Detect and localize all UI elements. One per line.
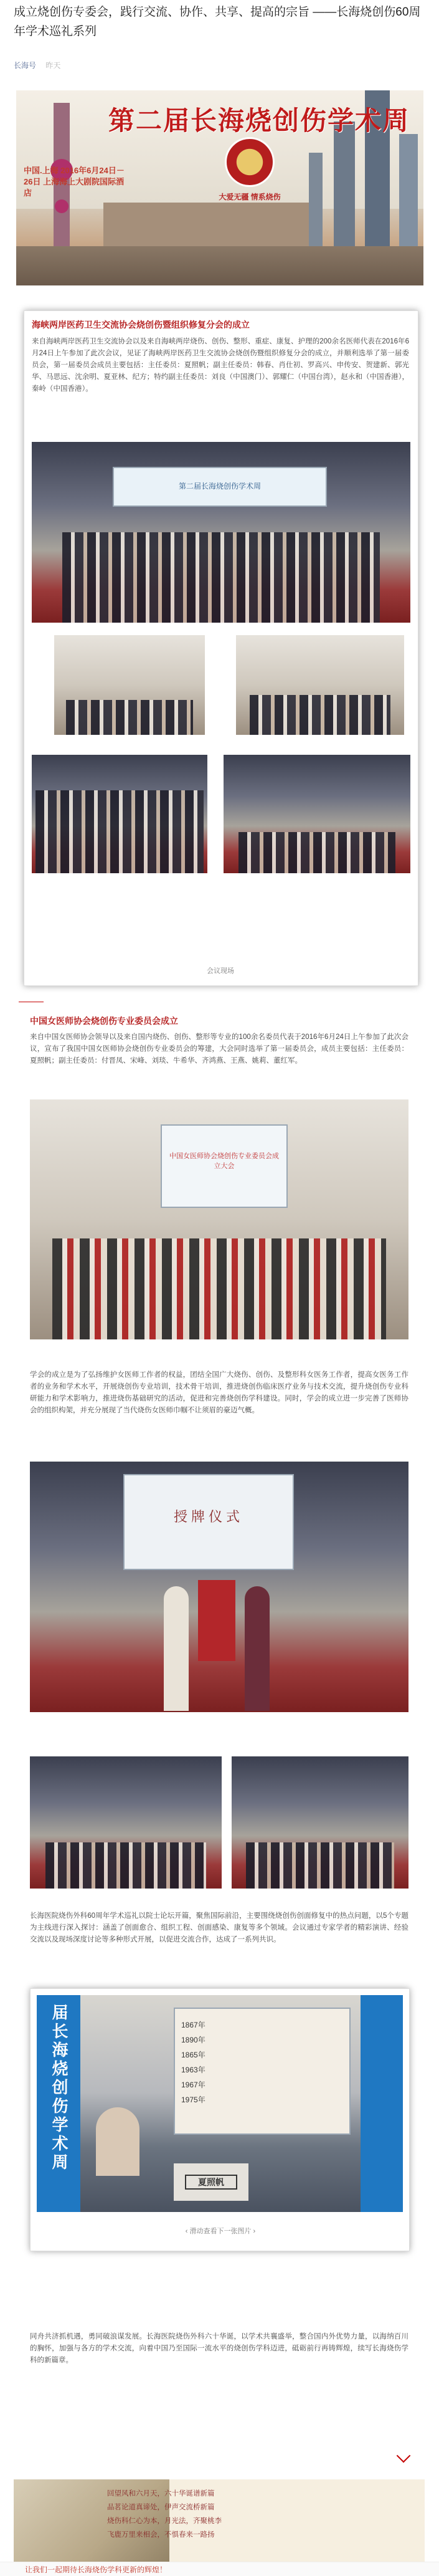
section-paragraph: 学会的成立是为了弘扬维护女医师工作者的权益，团结全国广大烧伤、创伤、及整形科女医务工作者，提高女医务工作者的业务和学术水平，开展烧创伤专业培训，技术骨干培训，推进烧创伤临床医疗业务与技术交流，提升烧创伤专业科研能力和学术影响力，推进烧伤基础研究的活动，促进和完善烧创伤学科建设。同时，学会的成立进一步完善了医师协会的组织构架，并充分展现了当代烧伤女医师巾帼不让须眉的豪迈气概。	[30, 1371, 408, 1414]
award-plaque	[198, 1580, 235, 1661]
publish-date: 昨天	[45, 61, 61, 70]
lecture-photo	[37, 1995, 403, 2212]
event-logo	[225, 137, 275, 187]
skyline-low	[103, 203, 309, 246]
committee-group-photo	[30, 1099, 408, 1339]
slideshow-hint[interactable]: ‹ 滑动查看下一张图片 ›	[185, 2228, 256, 2235]
ceremony-screen-text: 授牌仪式	[173, 1509, 243, 1525]
article-title: 成立烧创伤专委会，践行交流、协作、共享、提高的宗旨 ——长海烧创伤60周年学术巡礼系列	[14, 6, 421, 38]
presentation-screen	[174, 2008, 351, 2135]
skyscraper	[309, 153, 323, 246]
award-ceremony-photo	[30, 1462, 408, 1712]
timeline-entry: 1975年	[181, 2095, 205, 2104]
presenter	[164, 1586, 189, 1711]
section-paragraph: 来自中国女医师协会领导以及来自国内烧伤、创伤、整形等专业的100余名委员代表于2016年6月24日上午参加了此次会议，宣布了我国中国女医师协会烧创伤专业委员会的筹建，大会同时选举了第一届委员会，成员主要包括：主任委员：夏照帆；副主任委员：付晋凤、宋峰、刘琰、牛希华、齐鸿燕、王燕、姚莉、董红军。	[30, 1033, 408, 1065]
banner-slogan: 大爱无疆 情系烧伤	[219, 193, 281, 201]
screen-text: 第二届长海烧创伤学术周	[178, 482, 261, 491]
meeting-photo	[54, 635, 205, 735]
podium	[174, 2163, 248, 2201]
section-heading: 海峡两岸医药卫生交流协会烧创伤暨组织修复分会的成立	[32, 320, 250, 330]
speaker	[96, 2107, 139, 2176]
timeline-entry: 1890年	[181, 2036, 205, 2044]
poem-line: 回望风和六月天，六十华诞谱新篇	[107, 2490, 215, 2497]
poem-footer	[14, 2479, 425, 2573]
tower-sphere-lower	[55, 199, 68, 213]
banner-event-info: 中国.上海 2016年6月24日－26日 上海海上大剧院国际酒店	[24, 166, 125, 198]
skyscraper	[399, 134, 418, 246]
meeting-photo	[32, 755, 207, 873]
presentation-screen	[161, 1124, 288, 1208]
committee-members	[52, 1238, 385, 1339]
closing-paragraph: 同舟共济抓机遇，勇同破浪谋发展。长海医院烧伤外科六十华诞，以学术共襄盛举，整合国内外优势力量，以海纳百川的胸怀，加强与各方的学术交流，向着中国乃至国际一流水平的烧创伤学科迈进，砥砺前行再铸辉煌，续写长海烧伤学科的新篇章。	[30, 2333, 408, 2364]
section-paragraph: 来自海峡两岸医药卫生交流协会以及来自海峡两岸烧伤、创伤、整形、重症、康复、护理的200余名医师代表在2016年6月24日上午参加了此次会议，见证了海峡两岸医药卫生交流协会烧创伤暨组织修复分会的成立，并顺利选举了第一届委员会，第一届委员会成员主要包括：主任委员：夏照帆；副主任委员：韩春、肖仕初、罗高兴、申传安、贺建新、郭光华、马思远、沈余明、夏亚林、纪方；特约副主任委员：刘良（中国澳门）、郭耀仁（中国台湾），赵永和（中国香港），秦岭（中国香港）。	[32, 338, 409, 393]
timeline-entry: 1963年	[181, 2066, 205, 2074]
banner-title: 第二届长海烧创伤学术周	[108, 106, 410, 135]
event-banner	[16, 90, 423, 285]
poster-right	[361, 1995, 403, 2212]
slideshow-card	[30, 1988, 410, 2251]
section-paragraph: 长海医院烧伤外科60周年学术巡礼以院士论坛开篇，聚焦国际前沿，主要围绕烧创伤创面修复中的热点问题，以5个专题为主线进行深入探讨：涵盖了创面愈合、组织工程、创面感染、康复等多个领域。会议通过专家学者的精彩演讲、经验交流以及现场深度讨论等多种形式开展，以促进交流合作，达成了一系列共识。	[30, 1912, 408, 1943]
section-heading: 中国女医师协会烧创伤专业委员会成立	[30, 1016, 178, 1026]
poster-text: 届长海烧创伤学术周	[50, 2004, 68, 2172]
account-link[interactable]: 长海号	[14, 61, 37, 70]
photo-caption: 会议现场	[207, 967, 234, 975]
section-card-1	[24, 310, 418, 986]
timeline-entry: 1867年	[181, 2021, 205, 2029]
swipe-icon: ›	[251, 2228, 256, 2235]
bottom-banner-text: 让我们一起期待长海烧伤学科更新的辉煌！	[25, 2565, 168, 2574]
podium-sign: 夏照帆	[185, 2175, 237, 2190]
banner-river	[16, 246, 423, 285]
ceremony-screen	[123, 1474, 294, 1570]
poem-text	[107, 2487, 418, 2542]
timeline-entry: 1967年	[181, 2080, 205, 2089]
stage-screen	[113, 467, 327, 507]
audience-photo	[30, 1756, 222, 1889]
recipient	[245, 1586, 270, 1711]
meeting-photo	[236, 635, 404, 735]
poem-line: 飞鹿万里来相会，不惧春来一路扬	[107, 2531, 215, 2539]
audience-photo	[232, 1756, 408, 1889]
bottom-banner	[0, 2562, 439, 2576]
poem-line: 品茗论道真谛处，伊声交流桥新篇	[107, 2504, 215, 2511]
end-marker-icon	[397, 2449, 411, 2463]
skyscraper	[334, 122, 355, 246]
poem-line: 烧伤科仁心为本，月光法，齐聚桃李	[107, 2517, 222, 2525]
timeline-entry: 1865年	[181, 2051, 205, 2059]
poster-left	[37, 1995, 80, 2212]
meeting-photo	[224, 755, 410, 873]
article-meta	[14, 60, 60, 70]
screen-timeline	[175, 2009, 349, 2116]
attendees	[62, 532, 380, 623]
group-photo	[32, 442, 410, 623]
screen-text: 中国女医师协会烧创伤专业委员会成立大会	[169, 1152, 279, 1170]
swipe-icon: ‹	[185, 2228, 190, 2235]
